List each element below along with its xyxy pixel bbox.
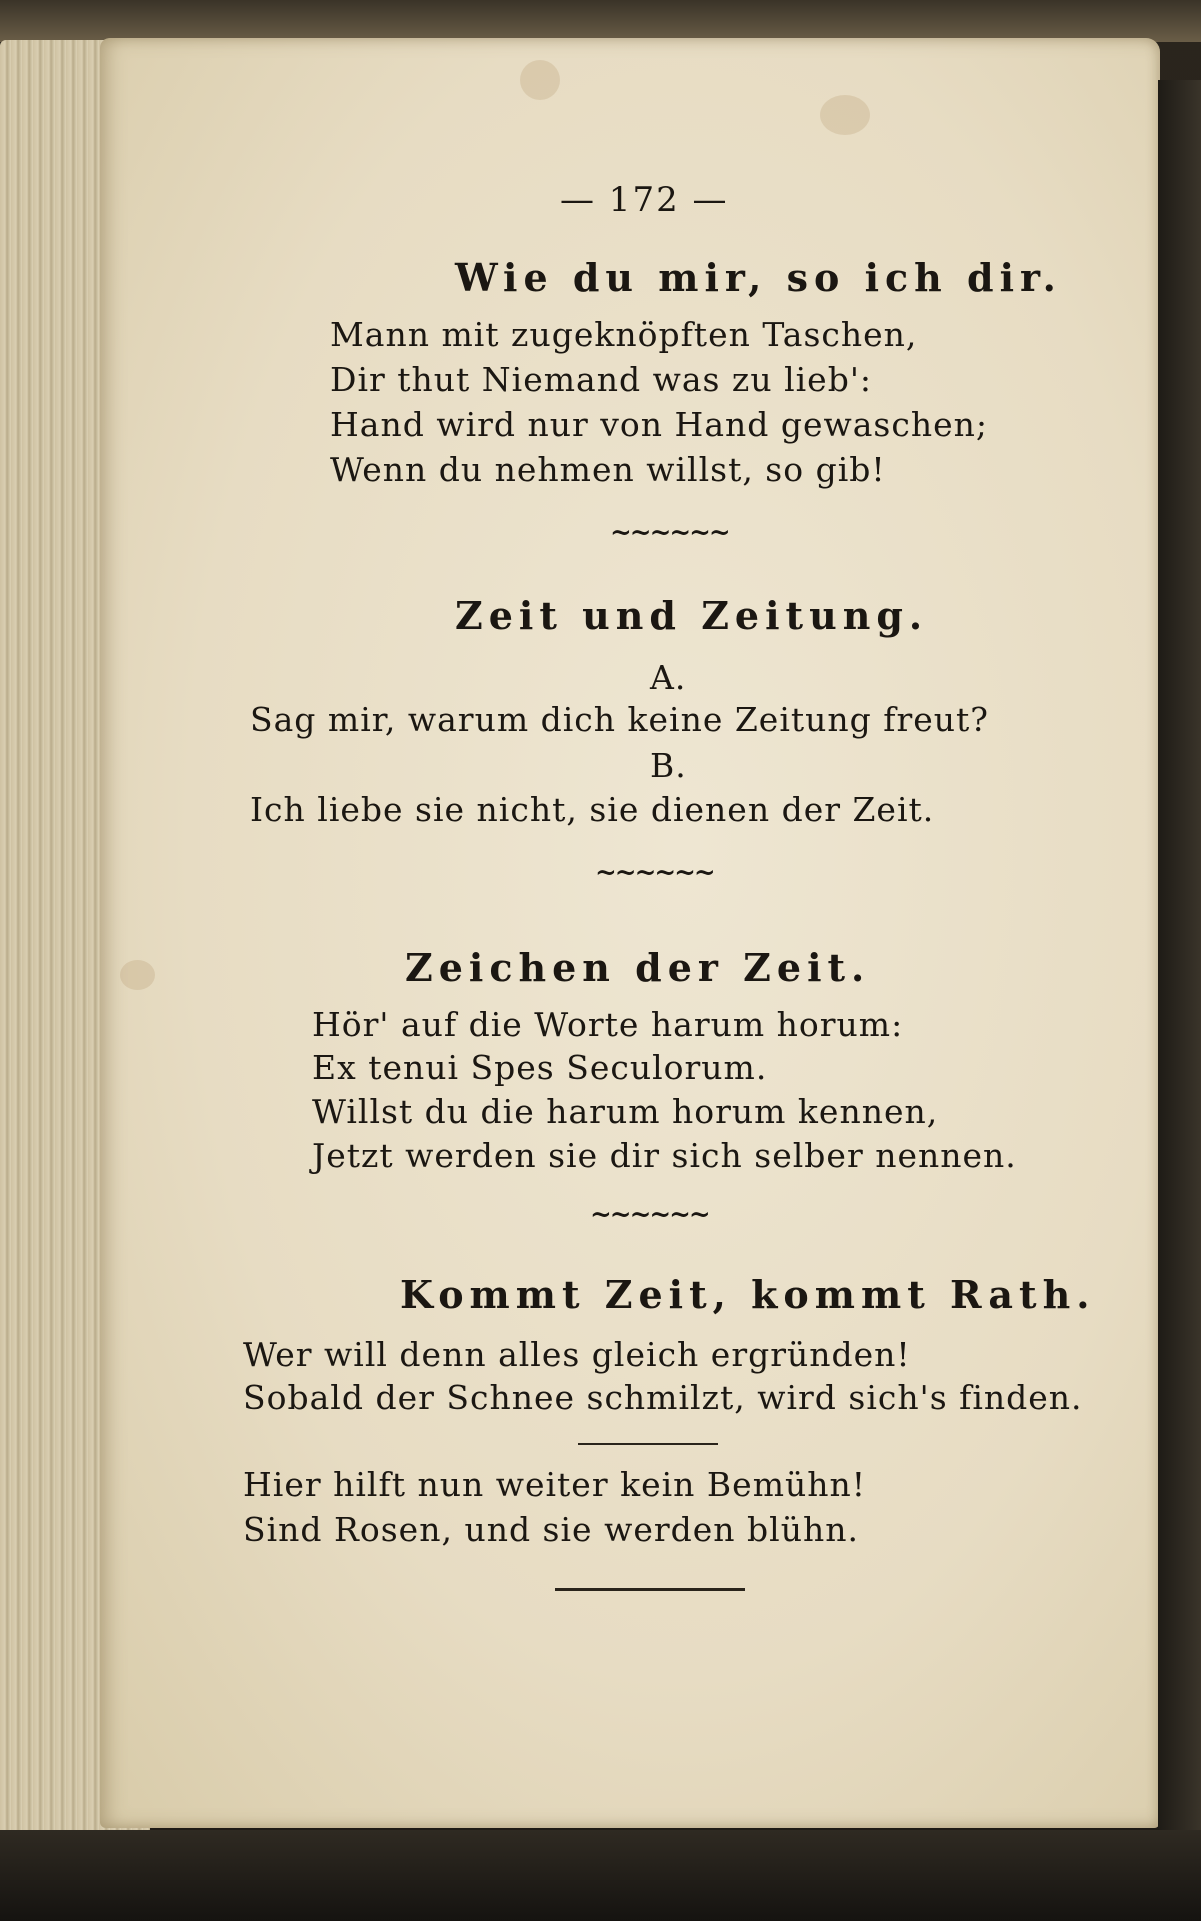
poem-line: Wenn du nehmen willst, so gib!	[330, 450, 886, 489]
poem-line: Dir thut Niemand was zu lieb':	[330, 360, 873, 399]
poem-line: Sobald der Schnee schmilzt, wird sich's finden.	[243, 1378, 1083, 1417]
ornament-divider: ~~~~~~	[595, 858, 714, 888]
poem-line: Hör' auf die Worte harum horum:	[312, 1005, 904, 1044]
foxing-spot	[520, 60, 560, 100]
bottom-shadow	[0, 1830, 1201, 1921]
poem-title: Kommt Zeit, kommt Rath.	[400, 1272, 1096, 1317]
top-shadow	[0, 0, 1201, 42]
foxing-spot	[120, 960, 155, 990]
poem-line: Hier hilft nun weiter kein Bemühn!	[243, 1465, 867, 1504]
poem-title: Zeichen der Zeit.	[405, 945, 871, 990]
poem-title: Wie du mir, so ich dir.	[455, 255, 1062, 300]
poem-speaker: B.	[650, 746, 687, 785]
poem-line: Sag mir, warum dich keine Zeitung freut?	[250, 700, 989, 739]
poem-line: Wer will denn alles gleich ergründen!	[243, 1335, 911, 1374]
poem-title: Zeit und Zeitung.	[455, 593, 929, 638]
end-rule	[555, 1588, 745, 1591]
ornament-divider: ~~~~~~	[590, 1200, 709, 1230]
book-page	[100, 38, 1160, 1828]
poem-line: Willst du die harum horum kennen,	[312, 1092, 939, 1131]
poem-line: Ex tenui Spes Seculorum.	[312, 1048, 768, 1087]
poem-line: Jetzt werden sie dir sich selber nennen.	[312, 1136, 1017, 1175]
poem-line: Ich liebe sie nicht, sie dienen der Zeit.	[250, 790, 935, 829]
page-number: — 172 —	[560, 180, 729, 220]
ornament-divider: ~~~~~~	[610, 518, 729, 548]
section-rule	[578, 1443, 718, 1445]
poem-line: Hand wird nur von Hand gewaschen;	[330, 405, 989, 444]
foxing-spot	[820, 95, 870, 135]
poem-line: Sind Rosen, und sie werden blühn.	[243, 1510, 859, 1549]
book-gutter	[1158, 80, 1201, 1840]
poem-speaker: A.	[650, 658, 687, 697]
poem-line: Mann mit zugeknöpften Taschen,	[330, 315, 918, 354]
